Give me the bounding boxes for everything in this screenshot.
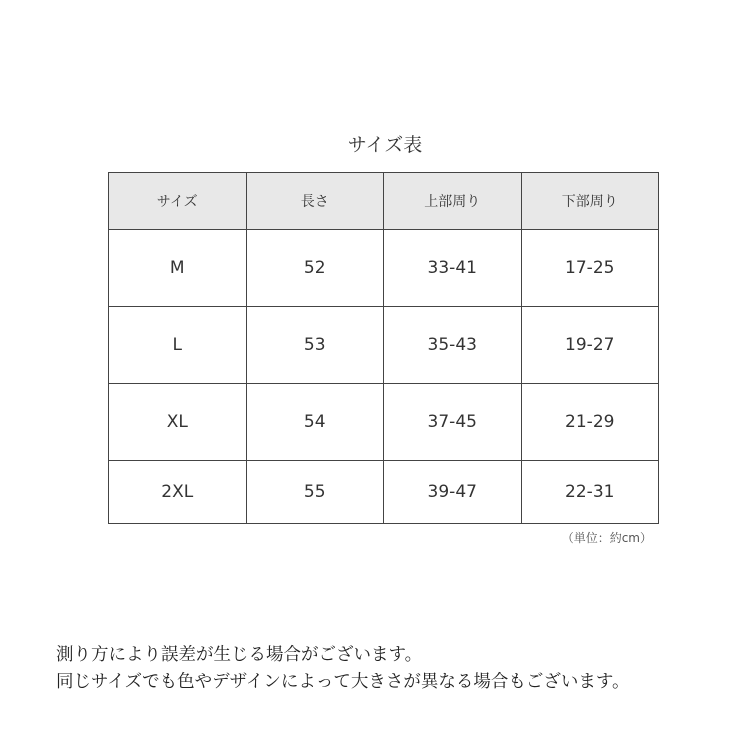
cell-upper: 37-45 <box>384 384 522 461</box>
cell-length: 54 <box>246 384 384 461</box>
header-upper-circumference: 上部周り <box>384 173 522 230</box>
cell-upper: 39-47 <box>384 461 522 524</box>
cell-size: XL <box>109 384 247 461</box>
table-row <box>109 307 659 384</box>
table-header-row <box>109 173 659 230</box>
cell-lower: 21-29 <box>521 384 659 461</box>
cell-upper: 33-41 <box>384 230 522 307</box>
cell-size: L <box>109 307 247 384</box>
cell-size: 2XL <box>109 461 247 524</box>
cell-size: M <box>109 230 247 307</box>
notes <box>56 642 629 696</box>
table-row <box>109 230 659 307</box>
cell-length: 52 <box>246 230 384 307</box>
note-line: 同じサイズでも色やデザインによって大きさが異なる場合もございます。 <box>56 672 630 692</box>
table-row <box>109 384 659 461</box>
note-line: 測り方により誤差が生じる場合がございます。 <box>56 645 423 665</box>
unit-note: （単位：約cm） <box>561 531 652 545</box>
cell-length: 55 <box>246 461 384 524</box>
header-length: 長さ <box>246 173 384 230</box>
header-lower-circumference: 下部周り <box>521 173 659 230</box>
cell-length: 53 <box>246 307 384 384</box>
cell-lower: 22-31 <box>521 461 659 524</box>
header-size: サイズ <box>109 173 247 230</box>
page-title: サイズ表 <box>347 134 423 156</box>
cell-lower: 17-25 <box>521 230 659 307</box>
size-table <box>108 172 659 524</box>
cell-upper: 35-43 <box>384 307 522 384</box>
table-row <box>109 461 659 524</box>
cell-lower: 19-27 <box>521 307 659 384</box>
